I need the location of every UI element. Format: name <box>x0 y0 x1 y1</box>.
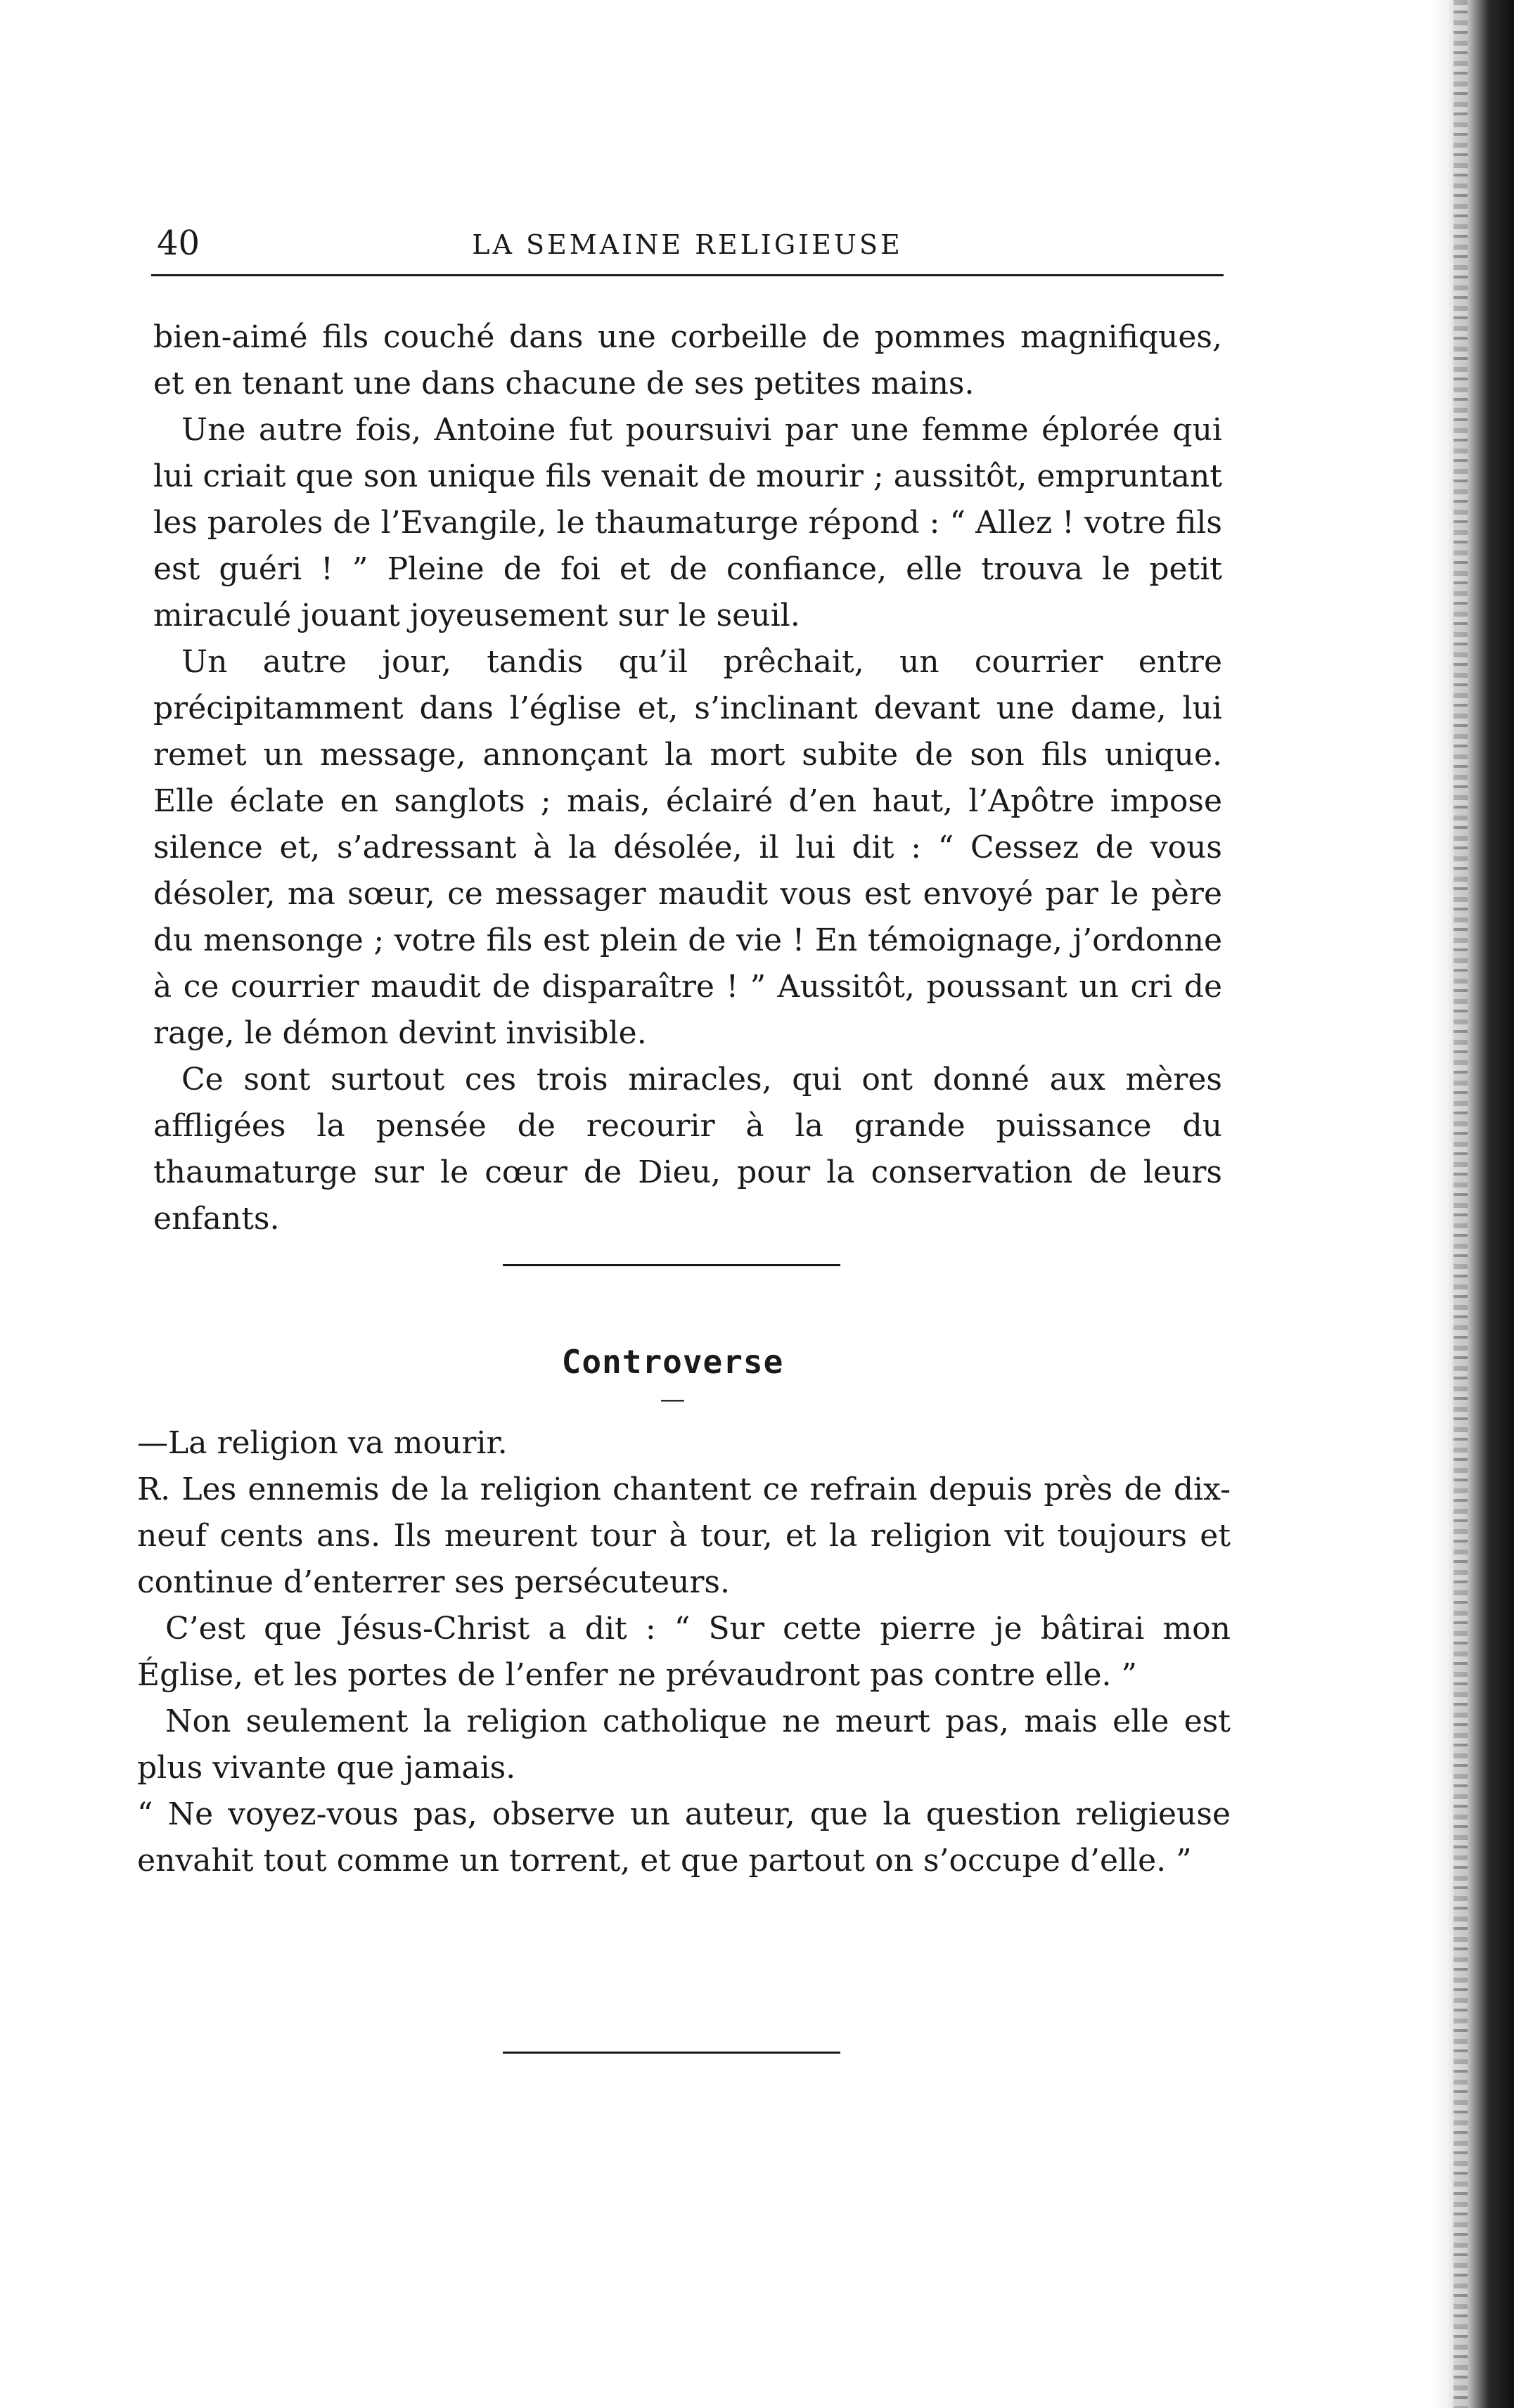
paragraph-continuation: bien-aimé fils couché dans une corbeille de pommes magnifiques, et en tenant une dans chacune de ses petites mains. <box>153 319 1222 401</box>
book-spine-edge <box>1431 0 1514 2408</box>
article-body <box>153 314 1222 1242</box>
end-divider <box>503 2052 840 2054</box>
reply-paragraph: R. Les ennemis de la religion chantent ce refrain depuis près de dix-neuf cents ans. Ils meurent tour à tour, et la religion vit toujours et continue d’enterrer ses persécuteurs. <box>137 1472 1231 1600</box>
running-header <box>151 218 1224 276</box>
paragraph-living-religion: Non seulement la religion catholique ne meurt pas, mais elle est plus vivante que jamais. <box>137 1704 1231 1786</box>
paragraph-conclusion: Ce sont surtout ces trois miracles, qui ont donné aux mères affligées la pensée de recourir à la grande puissance du thaumaturge sur le cœur de Dieu, pour la conservation de leurs enfants. <box>153 1062 1222 1237</box>
paragraph-christ-quote: C’est que Jésus-Christ a dit : “ Sur cette pierre je bâtirai mon Église, et les portes de l’enfer ne prévaudront pas contre elle. ” <box>137 1611 1231 1693</box>
author-quote: “ Ne voyez-vous pas, observe un auteur, que la question religieuse envahit tout comme un torrent, et que partout on s’occupe d’elle. ” <box>137 1796 1231 1879</box>
page-number: 40 <box>157 224 200 263</box>
section-title: Controverse <box>561 1343 784 1381</box>
objection-line: —La religion va mourir. <box>137 1425 508 1461</box>
section-divider <box>503 1264 840 1266</box>
controverse-body <box>137 1420 1231 1884</box>
running-title: LA SEMAINE RELIGIEUSE <box>472 229 903 260</box>
title-dash: — <box>660 1385 686 1414</box>
paragraph-miracle-son: Une autre fois, Antoine fut poursuivi par une femme éplorée qui lui criait que son unique fils venait de mourir ; aussitôt, empruntant les paroles de l’Evangile, le thaumaturge répond : “ Allez ! votre fils est guéri ! ” Pleine de foi et de confiance, elle trouva le petit miraculé jouant joyeusement sur le seuil. <box>153 412 1222 633</box>
paragraph-miracle-courier: Un autre jour, tandis qu’il prêchait, un courrier entre précipitamment dans l’église et, s’inclinant devant une dame, lui remet un message, annonçant la mort subite de son fils unique. Elle éclate en sanglots ; mais, éclairé d’en haut, l’Apôtre impose silence et, s’adressant à la désolée, il lui dit : “ Cessez de vous désoler, ma sœur, ce messager maudit vous est envoyé par le père du mensonge ; votre fils est plein de vie ! En témoignage, j’ordonne à ce courrier maudit de disparaître ! ” Aussitôt, poussant un cri de rage, le démon devint invisible. <box>153 644 1222 1051</box>
